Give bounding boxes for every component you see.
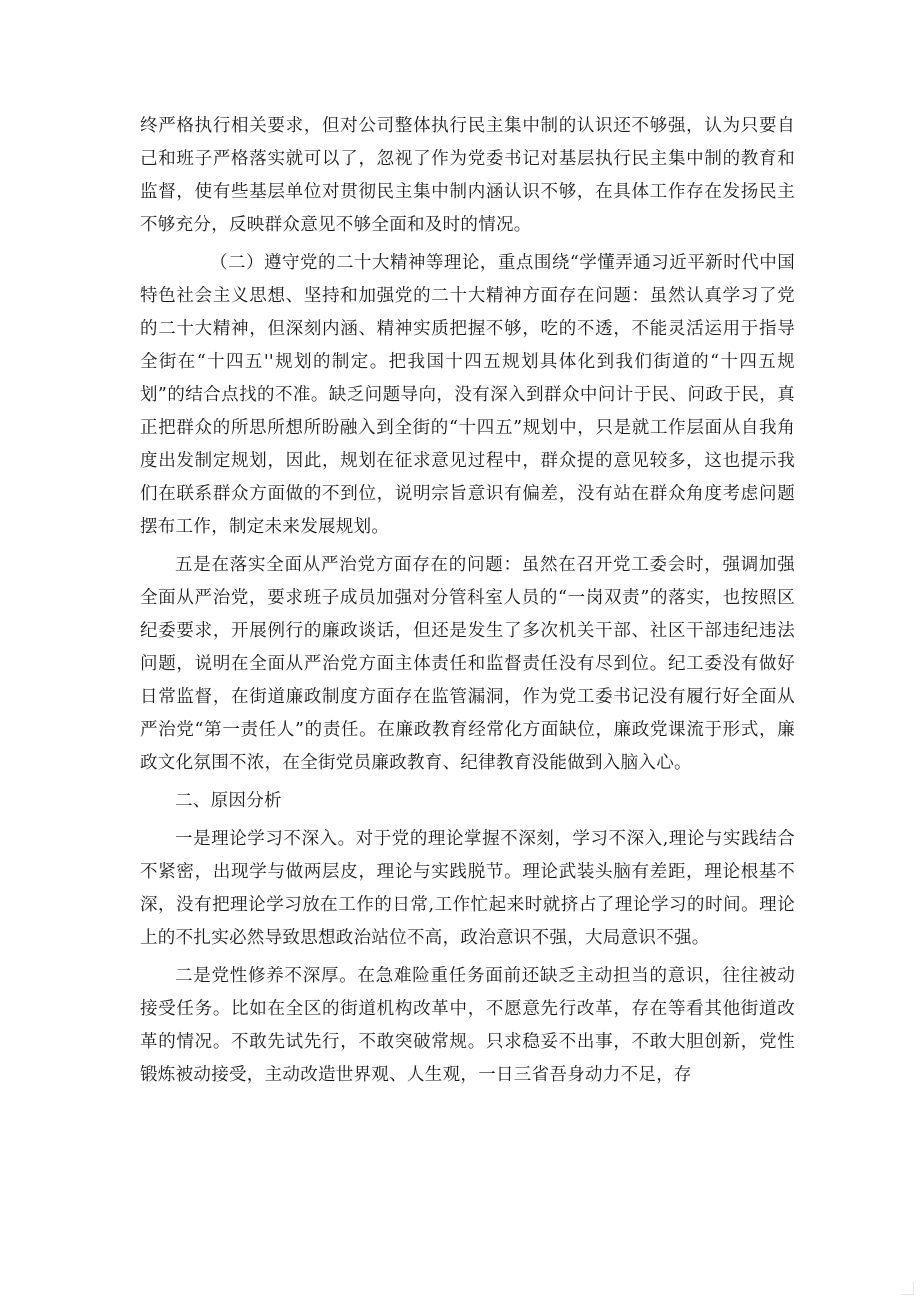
paragraph-point-one: 一是理论学习不深入。对于党的理论掌握不深刻，学习不深入,理论与实践结合不紧密，出现学与做两层皮，理论与实践脱节。理论武装头脑有差距，理论根基不深，没有把理论学习放在工作的日常,工作忙起来时就挤占了理论学习的时间。理论上的不扎实必然导致思想政治站位不高，政治意识不强，大局意识不强。 bbox=[140, 829, 795, 948]
paragraph-point-two: 二是党性修养不深厚。在急难险重任务面前还缺乏主动担当的意识，往往被动接受任务。比如在全区的街道机构改革中，不愿意先行改革，存在等看其他街道改革的情况。不敢先试先行，不敢突破常规。只求稳妥不出事，不敢大胆创新，党性锻炼被动接受，主动改造世界观、人生观，一日三省吾身动力不足，存 bbox=[140, 966, 795, 1085]
section-heading-cause-analysis: 二、原因分析 bbox=[175, 791, 282, 811]
paragraph-point-five: 五是在落实全面从严治党方面存在的问题：虽然在召开党工委会时，强调加强全面从严治党，要求班子成员加强对分管科室人员的“一岗双责”的落实，也按照区纪委要求，开展例行的廉政谈话，但还是发生了多次机关干部、社区干部违纪违法问题，说明在全面从严治党方面主体责任和监督责任没有尽到位。纪工委没有做好日常监督，在街道廉政制度方面存在监管漏洞，作为党工委书记没有履行好全面从严治党“第一责任人”的责任。在廉政教育经常化方面缺位，廉政党课流于形式，廉政文化氛围不浓，在全街党员廉政教育、纪律教育没能做到入脑入心。 bbox=[140, 555, 795, 773]
page-corner-mark bbox=[901, 1282, 914, 1295]
document-body bbox=[140, 110, 795, 1097]
paragraph-continuation: 终严格执行相关要求，但对公司整体执行民主集中制的认识还不够强，认为只要自己和班子严格落实就可以了，忽视了作为党委书记对基层执行民主集中制的教育和监督，使有些基层单位对贯彻民主集中制内涵认识不够，在具体工作存在发扬民主不够充分，反映群众意见不够全面和及时的情况。 bbox=[140, 116, 795, 235]
paragraph-section-two: （二）遵守党的二十大精神等理论，重点围绕“学懂弄通习近平新时代中国特色社会主义思想、坚持和加强党的二十大精神方面存在问题：虽然认真学习了党的二十大精神，但深刻内涵、精神实质把握不够，吃的不透，不能灵活运用于指导全街在“十四五''规划的制定。把我国十四五规划具体化到我们街道的“十四五规划”的结合点找的不准。缺乏问题导向，没有深入到群众中问计于民、问政于民，真正把群众的所思所想所盼融入到全街的“十四五”规划中，只是就工作层面从自我角度出发制定规划，因此，规划在征求意见过程中，群众提的意见较多，这也提示我们在联系群众方面做的不到位，说明宗旨意识有偏差，没有站在群众角度考虑问题摆布工作，制定未来发展规划。 bbox=[140, 253, 795, 537]
